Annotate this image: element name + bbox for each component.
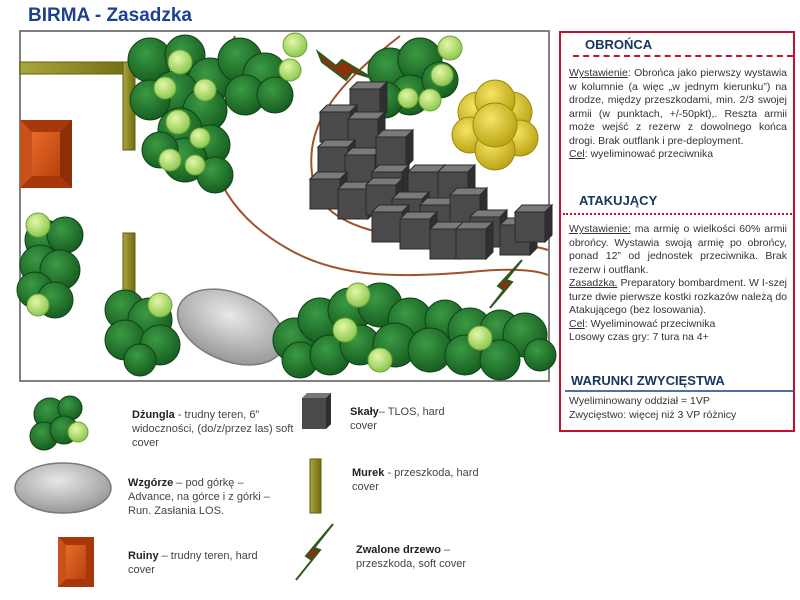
hill-icon bbox=[15, 463, 111, 513]
ruins-icon bbox=[58, 537, 94, 587]
legend-ruins bbox=[128, 549, 268, 577]
jungle-highlight bbox=[283, 33, 307, 57]
rules-panel bbox=[559, 31, 795, 432]
jungle-highlight bbox=[154, 77, 176, 99]
jungle-highlight bbox=[148, 293, 172, 317]
attacker-ambush-text: Preparatory bombardment. W I-szej turze dwie pierwsze kostki rozkazów należą do Atakującego (bez losowania). bbox=[569, 277, 787, 316]
defender-goal-label: Cel bbox=[569, 148, 585, 160]
legend-rocks bbox=[350, 405, 470, 433]
jungle-highlight bbox=[279, 59, 301, 81]
jungle-highlight bbox=[468, 326, 492, 350]
legend-fallen-tree bbox=[356, 543, 496, 571]
jungle-highlight bbox=[166, 110, 190, 134]
defender-text bbox=[569, 67, 787, 162]
defender-deploy-label: Wystawienie bbox=[569, 67, 628, 79]
jungle-highlight bbox=[368, 348, 392, 372]
attacker-title: ATAKUJĄCY bbox=[579, 193, 658, 208]
attacker-goal-label: Cel bbox=[569, 317, 585, 330]
legend-hill bbox=[128, 476, 278, 518]
page-title: BIRMA - Zasadzka bbox=[28, 5, 192, 26]
rock bbox=[456, 222, 493, 259]
legend-wall bbox=[352, 466, 502, 494]
jungle-tree bbox=[257, 77, 293, 113]
attacker-deploy-text: ma armię o wielkości 60% armii obrońcy. Wystawia swoją armię po obrońcy, ponad 12” od jednostek przeciwnika. Brak rezerw i outflank. bbox=[569, 223, 787, 276]
defender-title: OBROŃCA bbox=[585, 37, 653, 52]
legend-ruins-desc: – trudny teren, hard cover bbox=[128, 550, 258, 576]
jungle-highlight bbox=[168, 50, 192, 74]
jungle-highlight bbox=[185, 155, 205, 175]
jungle-tree bbox=[47, 217, 83, 253]
fallen-tree-icon bbox=[296, 524, 333, 580]
legend-wall-name: Murek bbox=[352, 467, 385, 479]
rock bbox=[515, 205, 552, 242]
divider bbox=[563, 213, 795, 215]
divider bbox=[565, 390, 793, 392]
legend-jungle-desc: - trudny teren, 6” widoczności, (do/z/przez las) soft cover bbox=[132, 409, 294, 449]
jungle-highlight bbox=[159, 149, 181, 171]
jungle-icon bbox=[30, 396, 88, 450]
legend-rocks-name: Skały bbox=[350, 406, 379, 418]
wall-icon bbox=[20, 62, 135, 74]
victory-line-2: Zwycięstwo: więcej niż 3 VP różnicy bbox=[569, 408, 737, 421]
legend-jungle bbox=[132, 408, 302, 450]
legend-fallen-tree-desc: – przeszkoda, soft cover bbox=[356, 544, 467, 570]
victory-title: WARUNKI ZWYCIĘSTWA bbox=[571, 373, 725, 388]
attacker-goal-text: : Wyeliminować przeciwnika bbox=[584, 317, 716, 330]
jungle-tree bbox=[124, 344, 156, 376]
rock bbox=[376, 130, 413, 167]
legend-fallen-tree-name: Zwalone drzewo bbox=[356, 544, 441, 556]
victory-text bbox=[569, 395, 787, 422]
jungle-highlight bbox=[346, 283, 370, 307]
wall-icon bbox=[310, 459, 321, 513]
jungle-highlight bbox=[26, 213, 50, 237]
legend-hill-desc: – pod górkę – Advance, na górce i z górki – Run. Zasłania LOS. bbox=[128, 477, 270, 517]
rocks-icon bbox=[302, 393, 331, 429]
attacker-text bbox=[569, 223, 787, 345]
jungle-highlight bbox=[398, 88, 418, 108]
jungle-highlight bbox=[333, 318, 357, 342]
ruins-icon bbox=[20, 120, 72, 188]
jungle-highlight bbox=[431, 64, 453, 86]
divider bbox=[573, 55, 793, 57]
defender-goal-text: : wyeliminować przeciwnika bbox=[584, 148, 714, 160]
legend-hill-name: Wzgórze bbox=[128, 477, 174, 489]
victory-line-1: Wyeliminowany oddział = 1VP bbox=[569, 395, 710, 407]
jungle-highlight bbox=[190, 128, 210, 148]
legend-rocks-desc: – TLOS, hard cover bbox=[350, 406, 445, 432]
attacker-deploy-label: Wystawienie: bbox=[569, 223, 631, 235]
jungle-highlight bbox=[27, 294, 49, 316]
attacker-ambush-label: Zasadzka. bbox=[569, 277, 618, 289]
wall-icon bbox=[123, 233, 135, 295]
jungle-tree bbox=[524, 339, 556, 371]
jungle-highlight bbox=[419, 89, 441, 111]
attacker-time-text: Losowy czas gry: 7 tura na 4+ bbox=[569, 331, 709, 343]
jungle-highlight bbox=[438, 36, 462, 60]
defender-deploy-text: : Obrońca jako pierwszy wystawia w kolumnie (a więc „w jednym kierunku”) na drodze, między przeszkodami, min. 2/3 swojej armii (w punktach, +/-50pkt),. Reszta armii może wejść z rezerw z dowolnego końca drogi. Brak outflank i pre-deployment. bbox=[569, 67, 787, 147]
legend-wall-desc: - przeszkoda, hard cover bbox=[352, 467, 479, 493]
legend-ruins-name: Ruiny bbox=[128, 550, 159, 562]
jungle-highlight bbox=[194, 79, 216, 101]
legend-jungle-name: Dżungla bbox=[132, 409, 175, 421]
